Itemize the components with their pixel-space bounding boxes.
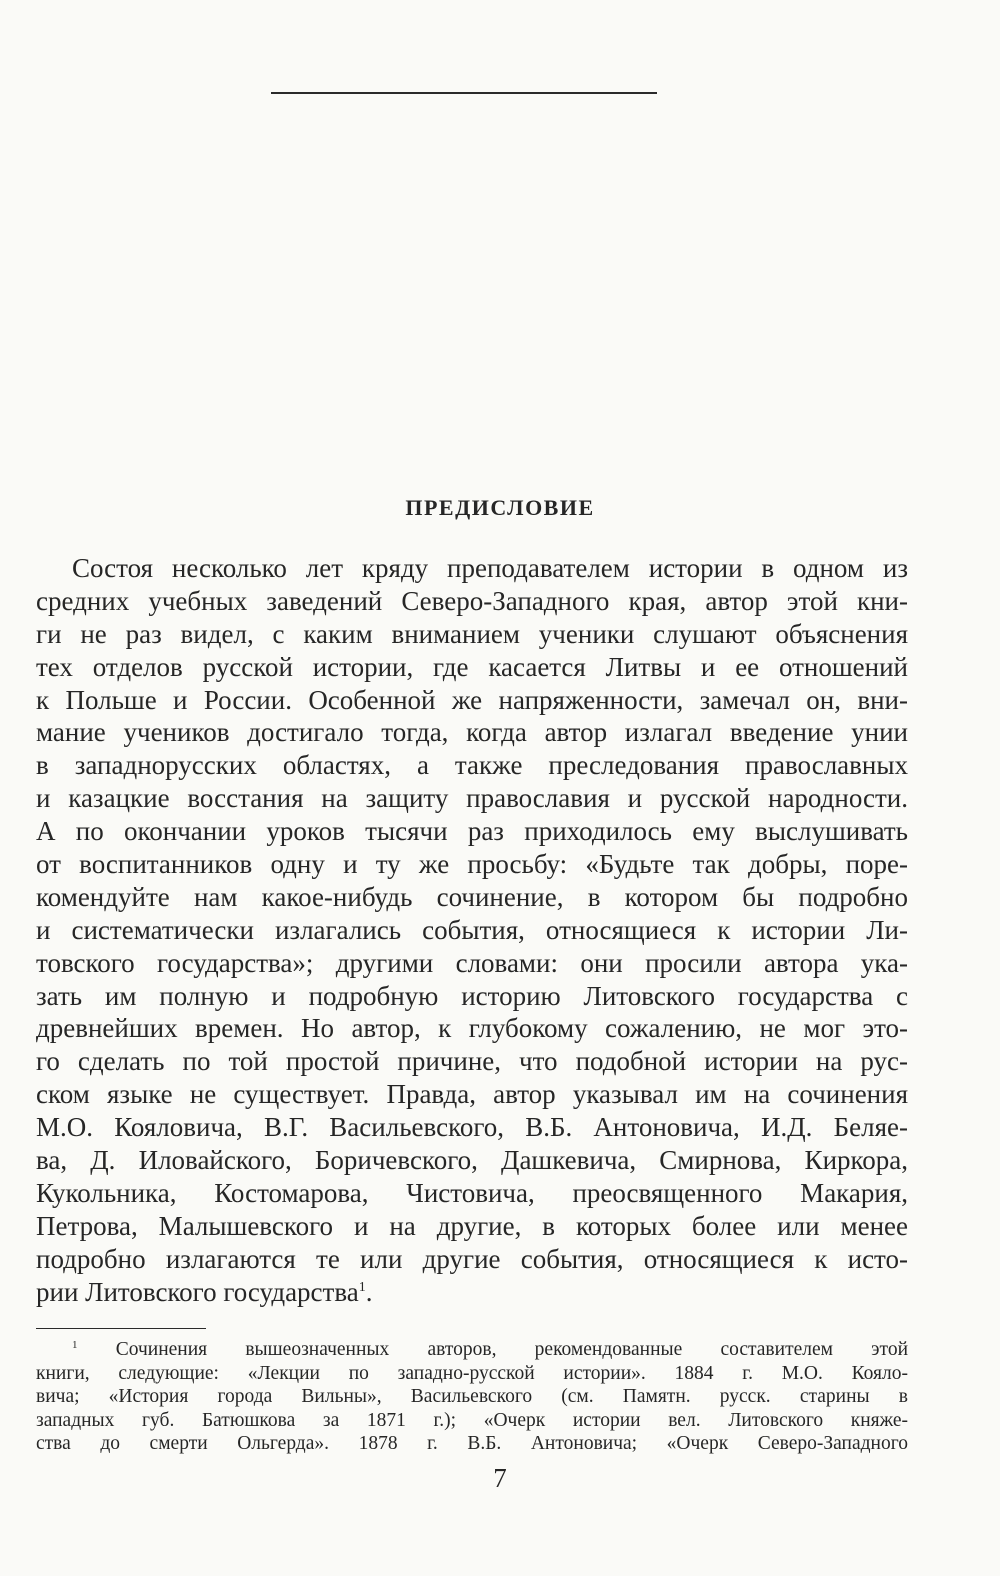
body-line: и систематически излагались события, относящиеся к истории Ли- <box>36 914 908 945</box>
body-line: А по окончании уроков тысячи раз приходилось ему выслушивать <box>36 816 908 847</box>
body-line: от воспитанников одну и ту же просьбу: «Будьте так добры, поре- <box>36 849 908 880</box>
body-line: ва, Д. Иловайского, Боричевского, Дашкевича, Смирнова, Киркора, <box>36 1145 908 1176</box>
body-line: древнейших времен. Но автор, к глубокому сожалению, не мог это- <box>36 1013 908 1044</box>
footnote-reference: 1 <box>358 1279 366 1295</box>
footnote-rule <box>36 1328 206 1329</box>
body-line: тех отделов русской истории, где касается Литвы и ее отношений <box>36 651 908 682</box>
footnote-line: западных губ. Батюшкова за 1871 г.); «Очерк истории вел. Литовского княже- <box>36 1409 908 1431</box>
body-line: и казацкие восстания на защиту православия и русской народности. <box>36 783 908 814</box>
body-line: к Польше и России. Особенной же напряженности, замечал он, вни- <box>36 684 908 715</box>
body-line: ском языке не существует. Правда, автор указывал им на сочинения <box>36 1079 908 1110</box>
top-rule <box>271 92 657 94</box>
body-line: товского государства»; другими словами: они просили автора ука- <box>36 947 908 978</box>
body-line-text: рии Литовского государства <box>36 1276 359 1307</box>
footnote-line: ства до смерти Ольгерда». 1878 г. В.Б. Антоновича; «Очерк Северо-Западного <box>36 1433 908 1454</box>
footnote-mark: 1 <box>72 1339 78 1351</box>
body-line: средних учебных заведений Северо-Западного края, автор этой кни- <box>36 585 908 616</box>
body-line-last: рии Литовского государства$^1$. <box>36 1276 373 1307</box>
footnote-line-text: Сочинения вышеозначенных авторов, рекомендованные составителем этой <box>115 1339 909 1360</box>
body-line: комендуйте нам какое-нибудь сочинение, в котором бы подробно <box>36 881 908 912</box>
chapter-heading: ПРЕДИСЛОВИЕ <box>405 495 595 520</box>
footnote <box>36 1338 908 1456</box>
body-line: го сделать по той простой причине, что подобной истории на рус- <box>36 1046 908 1077</box>
body-line: ги не раз видел, с каким вниманием ученики слушают объяснения <box>36 618 908 649</box>
body-line: М.О. Кояловича, В.Г. Васильевского, В.Б. Антоновича, И.Д. Беляе- <box>36 1112 908 1143</box>
body-line: Состоя несколько лет кряду преподавателем истории в одном из <box>72 553 908 583</box>
body-line: в западнорусских областях, а также преследования православных <box>36 750 908 781</box>
footnote-line: вича; «История города Вильны», Васильевского (см. Памятн. русск. старины в <box>36 1386 908 1407</box>
footnote-line: книги, следующие: «Лекции по западно-русской истории». 1884 г. М.О. Кояло- <box>36 1362 908 1384</box>
body-line: Кукольника, Костомарова, Чистовича, преосвященного Макария, <box>36 1177 908 1208</box>
body-line: подробно излагаются те или другие события, относящиеся к исто- <box>36 1243 908 1274</box>
footnote-line <box>36 1338 908 1362</box>
body-line: Петрова, Малышевского и на другие, в которых более или менее <box>36 1210 908 1241</box>
page-number: 7 <box>493 1463 507 1493</box>
body-text <box>36 552 908 1308</box>
body-line: зать им полную и подробную историю Литовского государства с <box>36 980 908 1011</box>
body-line: мание учеников достигало тогда, когда автор излагал введение унии <box>36 717 908 748</box>
